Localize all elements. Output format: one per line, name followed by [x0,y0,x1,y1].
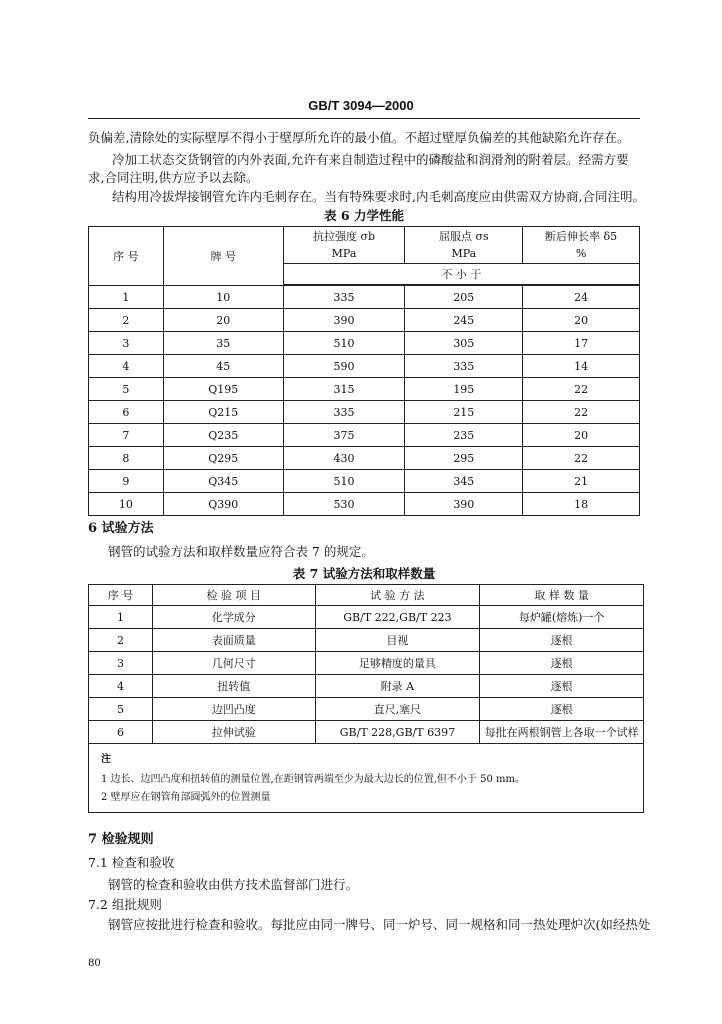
t6-cell-seq: 10 [89,493,164,516]
t6-cell-seq: 6 [89,401,164,424]
t7-cell-method: 目视 [315,629,480,652]
t7-cell-item: 几何尺寸 [152,652,315,675]
t6-cell-tensile: 375 [283,424,405,447]
table6-caption: 表 6 力学性能 [324,208,404,223]
t7-cell-seq: 1 [89,606,153,629]
section72-text: 钢管应按批进行检查和验收。每批应由同一牌号、同一炉号、同一规格和同一热处理炉次(如经热处 [108,917,651,932]
t7-cell-sample: 逐根 [480,698,644,721]
t6-cell-elong: 18 [523,493,640,516]
t6-row [89,355,640,378]
section71-title: 7.1 检查和验收 [88,855,175,870]
t6-cell-elong: 21 [523,470,640,493]
t6-yield-label: 屈服点 σs [438,230,489,243]
t6-col-yield [405,227,523,264]
t6-cell-grade: 45 [163,355,283,378]
standard-header: GB/T 3094—2000 [308,98,414,113]
t6-cell-yield: 345 [405,470,523,493]
t6-cell-seq: 4 [89,355,164,378]
intro-line-2b: 求,合同注明,供方应予以去除。 [88,170,259,185]
t6-cell-seq: 8 [89,447,164,470]
t6-cell-seq: 2 [89,309,164,332]
t7-cell-seq: 4 [89,675,153,698]
mechanical-properties-table [88,226,640,516]
t6-cell-tensile: 510 [283,332,405,355]
t6-cell-yield: 305 [405,332,523,355]
t7-cell-method: GB/T 222,GB/T 223 [315,606,480,629]
t6-cell-yield: 195 [405,378,523,401]
intro-line-3: 结构用冷拔焊接钢管允许内毛刺存在。当有特殊要求时,内毛刺高度应由供需双方协商,合同注明。 [112,189,645,204]
t6-yield-unit: MPa [451,247,477,260]
intro-line-1: 负偏差,清除处的实际壁厚不得小于壁厚所允许的最小值。不超过壁厚负偏差的其他缺陷允许存在。 [88,130,630,145]
t7-col-item: 检 验 项 目 [152,585,315,606]
t7-cell-seq: 3 [89,652,153,675]
t7-cell-method: 直尺,塞尺 [315,698,480,721]
t6-cell-grade: Q295 [163,447,283,470]
t6-cell-tensile: 530 [283,493,405,516]
t7-cell-seq: 2 [89,629,153,652]
t6-cell-tensile: 335 [283,401,405,424]
test-methods-table [88,584,644,744]
t6-row [89,309,640,332]
t6-cell-grade: Q215 [163,401,283,424]
t6-cell-tensile: 430 [283,447,405,470]
t6-cell-grade: 20 [163,309,283,332]
t6-row [89,493,640,516]
t7-cell-sample: 逐根 [480,652,644,675]
notes-title: 注 [101,754,111,765]
t6-cell-yield: 335 [405,355,523,378]
t6-tensile-unit: MPa [331,247,357,260]
t6-cell-tensile: 315 [283,378,405,401]
section6-text: 钢管的试验方法和取样数量应符合表 7 的规定。 [108,544,374,559]
t6-cell-elong: 17 [523,332,640,355]
t7-cell-sample: 逐根 [480,675,644,698]
t7-cell-sample: 逐根 [480,629,644,652]
header-rule [88,118,640,119]
t6-cell-seq: 1 [89,286,164,309]
t7-row [89,675,644,698]
t7-col-method: 试 验 方 法 [315,585,480,606]
t6-cell-grade: Q235 [163,424,283,447]
section6-heading: 6 试验方法 [88,521,154,536]
t6-cell-tensile: 390 [283,309,405,332]
t6-elong-unit: % [575,247,587,260]
t6-row [89,470,640,493]
t6-col-elong [523,227,640,264]
t6-cell-grade: Q345 [163,470,283,493]
t6-row [89,424,640,447]
t7-cell-seq: 6 [89,721,153,744]
t6-cell-elong: 20 [523,309,640,332]
t6-row [89,447,640,470]
t6-col-tensile [283,227,405,264]
t6-col-seq: 序 号 [89,227,164,286]
t6-row [89,286,640,309]
t6-cell-grade: 10 [163,286,283,309]
t6-cell-elong: 24 [523,286,640,309]
t7-cell-method: 附录 A [315,675,480,698]
table7-caption: 表 7 试验方法和取样数量 [292,566,436,581]
t7-cell-sample: 每炉罐(熔炼)一个 [480,606,644,629]
t7-row [89,698,644,721]
t6-cell-yield: 295 [405,447,523,470]
page-number: 80 [88,958,101,969]
t7-cell-item: 表面质量 [152,629,315,652]
t6-col-grade: 牌 号 [163,227,283,286]
t7-col-seq: 序 号 [89,585,153,606]
t6-cell-elong: 22 [523,447,640,470]
t7-cell-seq: 5 [89,698,153,721]
t6-cell-yield: 390 [405,493,523,516]
t7-row [89,652,644,675]
t6-row [89,332,640,355]
t7-cell-item: 扭转值 [152,675,315,698]
t7-row [89,606,644,629]
t6-cell-grade: Q195 [163,378,283,401]
t6-cell-elong: 14 [523,355,640,378]
section72-title: 7.2 组批规则 [88,897,162,912]
t6-cell-yield: 235 [405,424,523,447]
t7-col-sample: 取 样 数 量 [480,585,644,606]
section71-text: 钢管的检查和验收由供方技术监督部门进行。 [108,877,359,892]
t6-cell-yield: 205 [405,286,523,309]
t6-cell-elong: 22 [523,401,640,424]
intro-line-2a: 冷加工状态交货钢管的内外表面,允许有来自制造过程中的磷酸盐和润滑剂的附着层。经需方要 [112,152,629,167]
t7-cell-item: 化学成分 [152,606,315,629]
t6-cell-elong: 20 [523,424,640,447]
t6-cell-grade: 35 [163,332,283,355]
t6-row [89,401,640,424]
table7-notes [88,738,644,813]
t6-not-less-than: 不 小 于 [283,264,639,285]
t6-cell-tensile: 510 [283,470,405,493]
t6-cell-elong: 22 [523,378,640,401]
note-2: 2 壁厚应在钢管角部圆弧外的位置测量 [101,792,271,803]
t6-cell-seq: 5 [89,378,164,401]
t7-row [89,629,644,652]
section7-heading: 7 检验规则 [88,832,154,847]
t7-cell-item: 边凹凸度 [152,698,315,721]
t6-cell-seq: 9 [89,470,164,493]
t6-cell-tensile: 590 [283,355,405,378]
t6-cell-seq: 3 [89,332,164,355]
t6-cell-tensile: 335 [283,286,405,309]
t6-cell-yield: 245 [405,309,523,332]
t6-elong-label: 断后伸长率 δ5 [545,230,618,243]
t6-cell-grade: Q390 [163,493,283,516]
t6-cell-yield: 215 [405,401,523,424]
t7-cell-method: GB/T 228,GB/T 6397 [315,721,480,744]
t6-cell-seq: 7 [89,424,164,447]
t7-cell-method: 足够精度的量具 [315,652,480,675]
t7-cell-sample: 每批在两根钢管上各取一个试样 [480,721,644,744]
t7-cell-item: 拉伸试验 [152,721,315,744]
t6-tensile-label: 抗拉强度 σb [313,230,376,243]
t6-row [89,378,640,401]
note-1: 1 边长、边凹凸度和扭转值的测量位置,在距钢管两端至少为最大边长的位置,但不小于 50 mm。 [101,774,525,785]
